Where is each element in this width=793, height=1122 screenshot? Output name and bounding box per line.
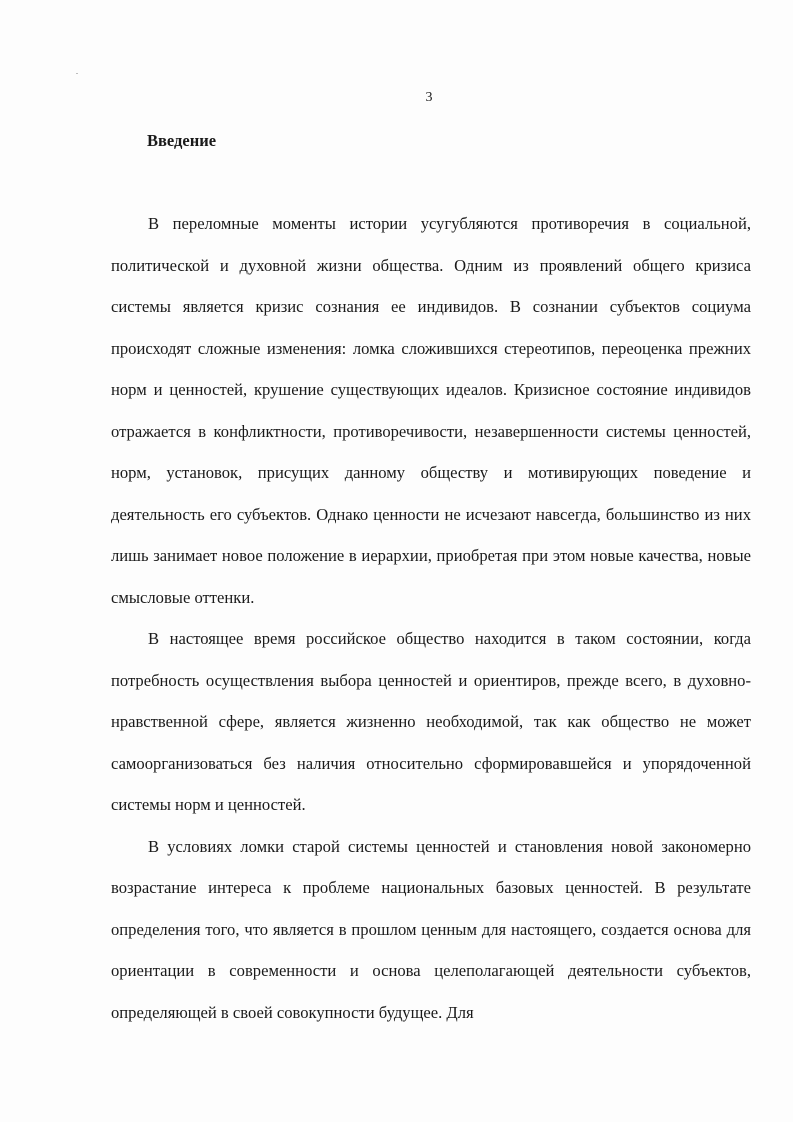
body-text — [111, 203, 751, 1033]
paragraph-1: В переломные моменты истории усугубляются противоречия в социальной, политической и духовной жизни общества. Одним из проявлений общего кризиса системы является кризис сознания ее индивидов. В сознании субъектов социума происходят сложные изменения: ломка сложившихся стереотипов, переоценка прежних норм и ценностей, крушение существующих идеалов. Кризисное состояние индивидов отражается в конфликтности, противоречивости, незавершенности системы ценностей, норм, установок, присущих данному обществу и мотивирующих поведение и деятельность его субъектов. Однако ценности не исчезают навсегда, большинство из них лишь занимает новое положение в иерархии, приобретая при этом новые качества, новые смысловые оттенки. — [111, 214, 751, 607]
section-heading: Введение — [147, 131, 217, 150]
page-number: 3 — [425, 90, 433, 105]
scan-speck — [76, 73, 78, 74]
paragraph-3: В условиях ломки старой системы ценностей и становления новой закономерно возрастание интереса к проблеме национальных базовых ценностей. В результате определения того, что является в прошлом ценным для настоящего, создается основа для ориентации в современности и основа целеполагающей деятельности субъектов, определяющей в своей совокупности будущее. Для — [111, 836, 751, 1022]
paragraph-2: В настоящее время российское общество находится в таком состоянии, когда потребность осуществления выбора ценностей и ориентиров, прежде всего, в духовно-нравственной сфере, является жизненно необходимой, так как общество не может самоорганизоваться без наличия относительно сформировавшейся и упорядоченной системы норм и ценностей. — [111, 629, 751, 814]
